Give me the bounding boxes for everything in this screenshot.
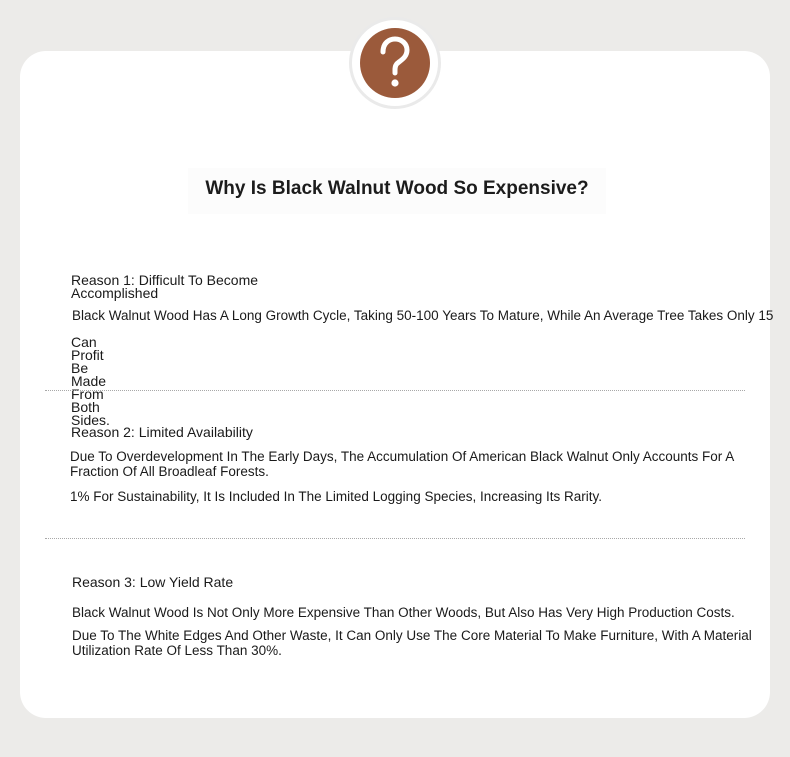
reason-1-heading-line1: Reason 1: Difficult To Become [71, 272, 259, 288]
reason-3-paragraph-1: Black Walnut Wood Is Not Only More Expensive Than Other Woods, But Also Has Very High Production Costs. [72, 605, 735, 620]
reason-2-paragraph-1-line2: Fraction Of All Broadleaf Forests. [70, 464, 269, 479]
page-title: Why Is Black Walnut Wood So Expensive? [188, 168, 606, 214]
reason-3-paragraph-2-line2: Utilization Rate Of Less Than 30%. [72, 643, 282, 658]
reason-1-heading [71, 274, 258, 300]
reason-2-paragraph-2: 1% For Sustainability, It Is Included In The Limited Logging Species, Increasing Its Rarity. [70, 489, 603, 504]
reason-1-paragraph-1: Black Walnut Wood Has A Long Growth Cycle, Taking 50-100 Years To Mature, While An Average Tree Takes Only 15 [72, 308, 774, 323]
reason-1-heading-line2: Accomplished [71, 285, 159, 301]
reason-3-paragraph-2-line1: Due To The White Edges And Other Waste, It Can Only Use The Core Material To Make Furniture, With A Material [72, 628, 752, 643]
section-divider [45, 390, 745, 391]
reason-1-paragraph-2-line2: Both Sides. [71, 399, 110, 428]
reason-2-heading: Reason 2: Limited Availability [71, 424, 253, 440]
reason-1-paragraph-2 [71, 336, 110, 427]
question-mark-icon [373, 36, 417, 90]
reason-1-paragraph-2-line1: Can Profit Be Made From [71, 334, 107, 402]
reason-3-heading: Reason 3: Low Yield Rate [72, 574, 234, 590]
section-divider [45, 538, 745, 539]
reason-3-paragraph-2 [72, 628, 752, 658]
reason-2-paragraph-1 [70, 449, 734, 479]
reason-2-paragraph-1-line1: Due To Overdevelopment In The Early Days, The Accumulation Of American Black Walnut Only Accounts For A [70, 449, 735, 464]
question-badge [360, 28, 430, 98]
